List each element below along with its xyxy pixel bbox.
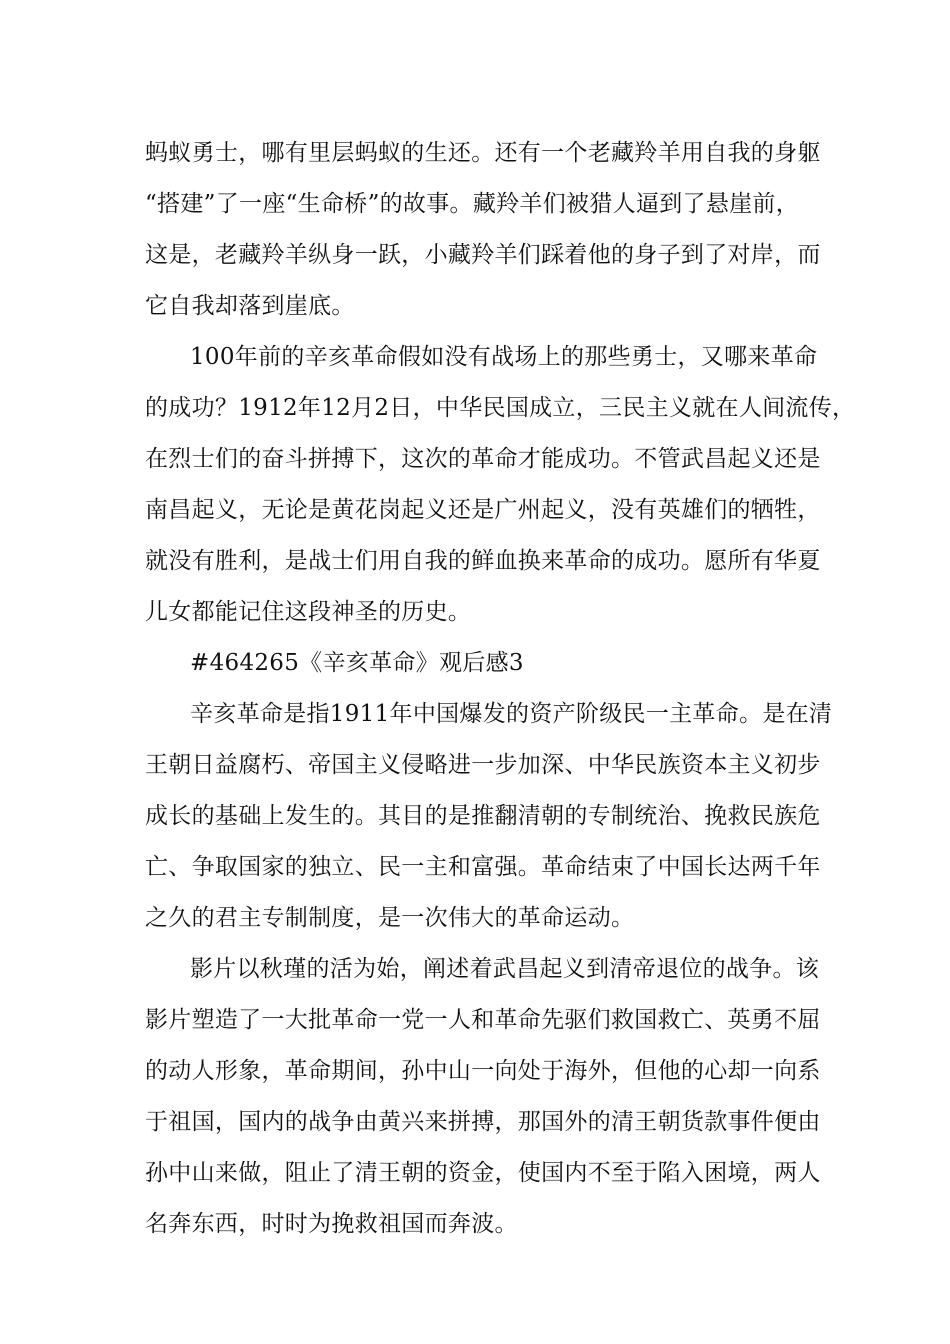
- text-line: 儿女都能记住这段神圣的历史。: [145, 599, 472, 625]
- text-line: 王朝日益腐朽、帝国主义侵略进一步加深、中华民族资本主义初步: [145, 752, 821, 778]
- text-line: 的成功？1912年12月2日，中华民国成立，三民主义就在人间流传，: [145, 395, 856, 421]
- text-line: “搭建”了一座“生命桥”的故事。藏羚羊们被猎人逼到了悬崖前，: [145, 191, 800, 217]
- text-line: 亡、争取国家的独立、民一主和富强。革命结束了中国长达两千年: [145, 854, 821, 880]
- text-line: 名奔东西，时时为挽救祖国而奔波。: [145, 1211, 518, 1237]
- text-line: 这是，老藏羚羊纵身一跃，小藏羚羊们踩着他的身子到了对岸，而: [145, 242, 821, 268]
- text-line: 蚂蚁勇士，哪有里层蚂蚁的生还。还有一个老藏羚羊用自我的身躯: [145, 140, 821, 166]
- text-line: 就没有胜利，是战士们用自我的鲜血换来革命的成功。愿所有华夏: [145, 548, 821, 574]
- text-line: 之久的君主专制制度，是一次伟大的革命运动。: [145, 905, 635, 931]
- section-heading: #464265《辛亥革命》观后感3: [190, 650, 524, 676]
- text-line: 它自我却落到崖底。: [145, 293, 355, 319]
- text-line: 南昌起义，无论是黄花岗起义还是广州起义，没有英雄们的牺牲，: [145, 497, 821, 523]
- text-line: 成长的基础上发生的。其目的是推翻清朝的专制统治、挽救民族危: [145, 803, 821, 829]
- document-body: [145, 128, 856, 1250]
- text-line: 孙中山来做，阻止了清王朝的资金，使国内不至于陷入困境，两人: [145, 1160, 821, 1186]
- text-line: 在烈士们的奋斗拼搏下，这次的革命才能成功。不管武昌起义还是: [145, 446, 821, 472]
- paragraph-first-line: 100年前的辛亥革命假如没有战场上的那些勇士，又哪来革命: [190, 344, 818, 370]
- text-line: 影片塑造了一大批革命一党一人和革命先驱们救国救亡、英勇不屈: [145, 1007, 821, 1033]
- text-line: 于祖国，国内的战争由黄兴来拼搏，那国外的清王朝货款事件便由: [145, 1109, 821, 1135]
- paragraph-first-line: 辛亥革命是指1911年中国爆发的资产阶级民一主革命。是在清: [190, 701, 833, 727]
- text-line: 的动人形象，革命期间，孙中山一向处于海外，但他的心却一向系: [145, 1058, 821, 1084]
- paragraph-first-line: 影片以秋瑾的活为始，阐述着武昌起义到清帝退位的战争。该: [190, 956, 820, 982]
